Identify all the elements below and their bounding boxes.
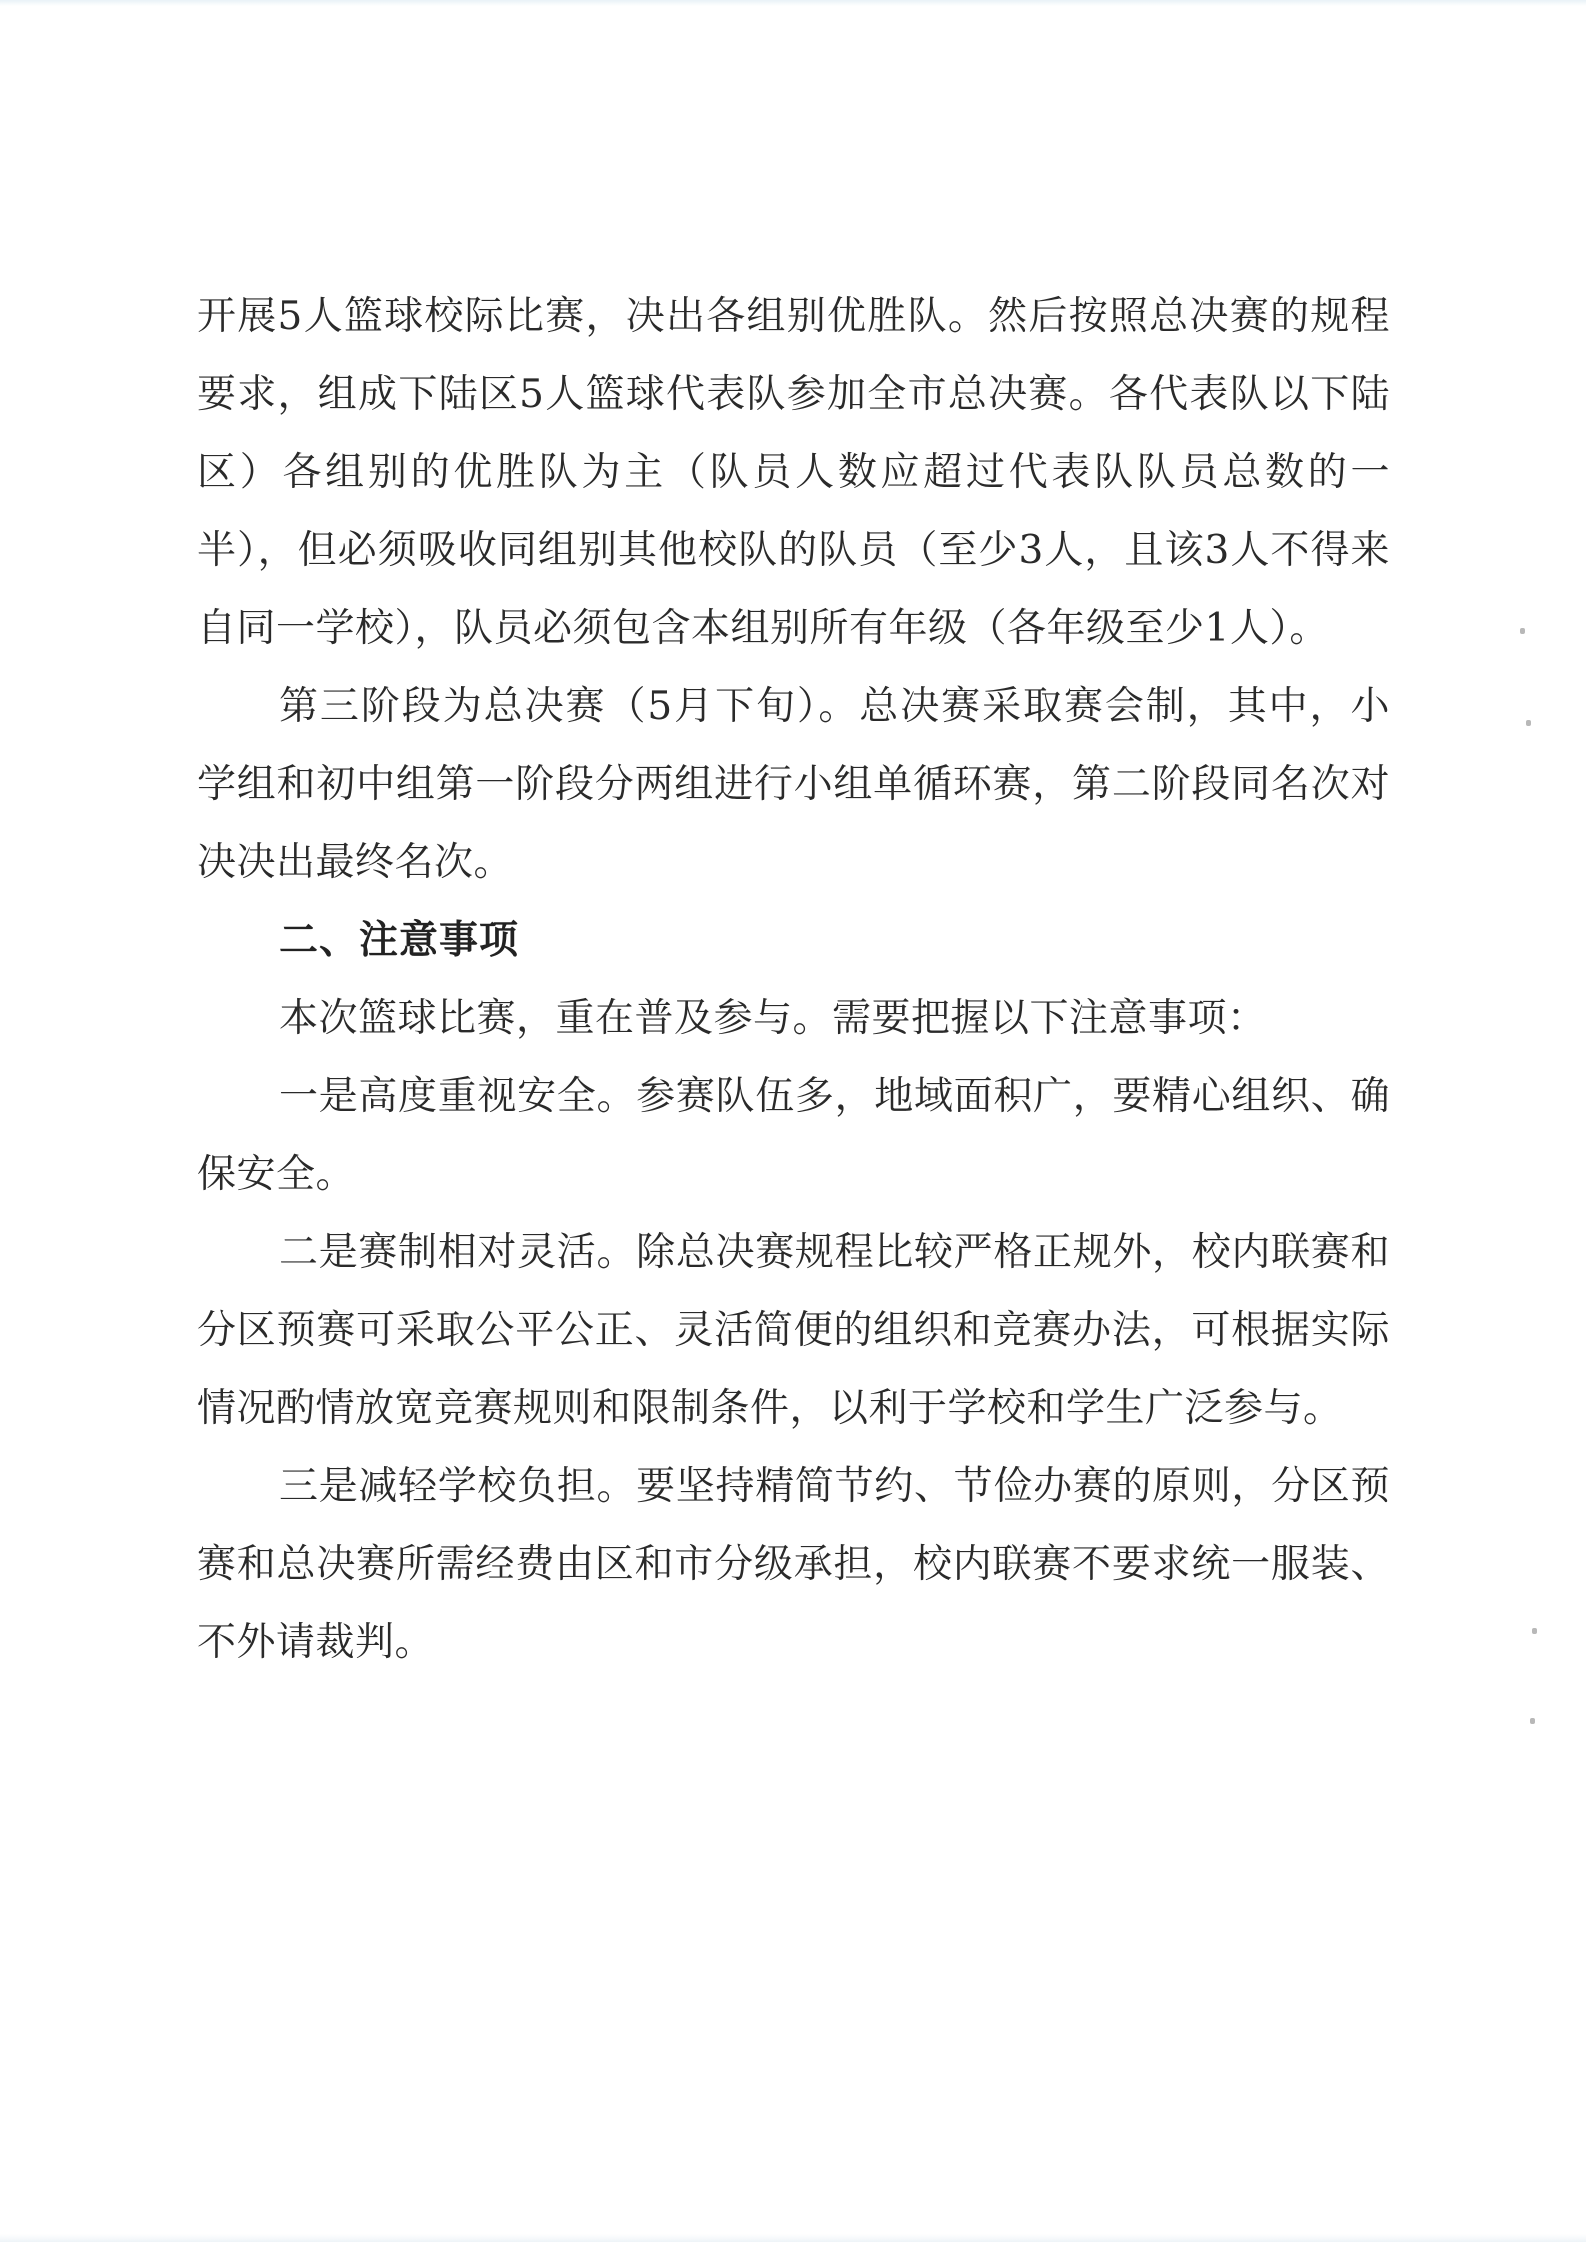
paragraph-final-stage: 第三阶段为总决赛（5月下旬）。总决赛采取赛会制，其中，小学组和初中组第一阶段分两组进行小组单循环赛，第二阶段同名次对决决出最终名次。 — [197, 684, 1390, 885]
scan-bottom-edge — [0, 2234, 1586, 2242]
scan-speck — [1526, 720, 1531, 726]
paragraph-flexible-format: 二是赛制相对灵活。除总决赛规程比较严格正规外，校内联赛和分区预赛可采取公平公正、灵活简便的组织和竞赛办法，可根据实际情况酌情放宽竞赛规则和限制条件，以利于学校和学生广泛参与。 — [197, 1230, 1390, 1431]
paragraph-safety: 一是高度重视安全。参赛队伍多，地域面积广，要精心组织、确保安全。 — [197, 1074, 1390, 1197]
section-heading-notes: 二、注意事项 — [279, 918, 520, 963]
paragraph-team-formation: 开展5人篮球校际比赛，决出各组别优胜队。然后按照总决赛的规程要求，组成下陆区5人篮球代表队参加全市总决赛。各代表队以下陆区）各组别的优胜队为主（队员人数应超过代表队队员总数的一半），但必须吸收同组别其他校队的队员（至少3人，且该3人不得来自同一学校），队员必须包含本组别所有年级（各年级至少1人）。 — [197, 294, 1390, 651]
scan-speck — [1520, 628, 1525, 634]
scan-speck — [1530, 1718, 1535, 1724]
paragraph-notes-intro: 本次篮球比赛，重在普及参与。需要把握以下注意事项： — [279, 996, 1267, 1041]
paragraph-reduce-burden: 三是减轻学校负担。要坚持精简节约、节俭办赛的原则，分区预赛和总决赛所需经费由区和市分级承担，校内联赛不要求统一服装、不外请裁判。 — [197, 1464, 1390, 1665]
document-body — [197, 278, 1390, 1682]
scan-top-edge — [0, 0, 1586, 6]
scan-speck — [1532, 1628, 1537, 1634]
